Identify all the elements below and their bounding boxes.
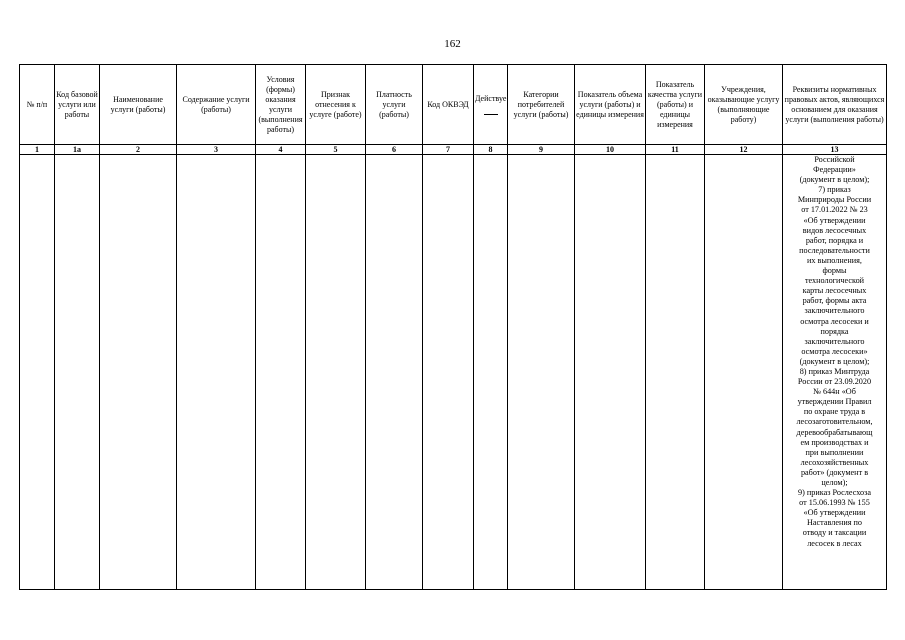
services-registry-table	[19, 64, 887, 590]
legal-act-line: при выполнении	[805, 447, 864, 457]
header-row	[20, 65, 887, 145]
column-number: 13	[783, 145, 887, 155]
legal-act-line: последовательности	[799, 245, 870, 255]
legal-act-line: № 644н «Об	[813, 387, 856, 397]
legal-act-line: лесозаготовительном,	[796, 417, 873, 427]
header-cell-valid-underline	[484, 104, 498, 115]
header-cell-institutions: Учреждения, оказывающие услугу (выполняющие работу)	[705, 65, 783, 145]
column-number: 12	[705, 145, 783, 155]
header-cell-okved: Код ОКВЭД	[423, 65, 474, 145]
legal-act-line: их выполнения,	[807, 255, 862, 265]
header-cell-valid	[474, 65, 508, 145]
header-cell-attribute: Признак отнесения к услуге (работе)	[306, 65, 366, 145]
column-number-row	[20, 145, 887, 155]
column-number: 5	[306, 145, 366, 155]
legal-act-line: порядка	[820, 326, 849, 336]
header-cell-legal-acts: Реквизиты нормативных правовых актов, являющихся основанием для оказания услуги (выполнения работы)	[783, 65, 887, 145]
legal-act-line: отводу и таксации	[802, 528, 867, 538]
header-cell-service-content: Содержание услуги (работы)	[177, 65, 256, 145]
legal-act-line: заключительного	[804, 336, 865, 346]
header-cell-valid-label: Действуе	[475, 94, 507, 103]
legal-act-line: лесосек в лесах	[807, 538, 862, 548]
body-cell	[256, 155, 306, 590]
column-number: 4	[256, 145, 306, 155]
legal-act-line: заключительного	[804, 306, 865, 316]
legal-act-line: формы	[822, 266, 847, 276]
legal-act-line: работ, порядка и	[805, 235, 864, 245]
table-row	[20, 155, 887, 590]
legal-act-line: осмотра лесосеки и	[800, 316, 869, 326]
legal-act-line: по охране труда в	[803, 407, 866, 417]
legal-act-line: деревообрабатывающ	[796, 427, 873, 437]
column-number: 3	[177, 145, 256, 155]
legal-act-line: Российской	[814, 155, 855, 164]
legal-act-line: России от 23.09.2020	[797, 377, 872, 387]
legal-act-line: целом);	[821, 478, 848, 487]
header-cell-volume-indicator: Показатель объема услуги (работы) и единицы измерения	[575, 65, 646, 145]
legal-act-line: (документ в целом);	[799, 356, 870, 366]
legal-act-line: ем производствах и	[800, 437, 869, 447]
column-number: 6	[366, 145, 423, 155]
legal-act-line: от 17.01.2022 № 23	[801, 205, 868, 215]
body-cell	[575, 155, 646, 590]
legal-act-line: технологической	[804, 276, 865, 286]
column-number: 9	[508, 145, 575, 155]
page-number: 162	[444, 38, 461, 50]
legal-act-line: «Об утверждении	[803, 508, 866, 518]
legal-act-line: лесохозяйственных	[800, 457, 869, 467]
body-cell	[646, 155, 705, 590]
column-number: 8	[474, 145, 508, 155]
legal-act-line: работ, формы акта	[802, 296, 867, 306]
column-number: 7	[423, 145, 474, 155]
column-number: 2	[100, 145, 177, 155]
column-number: 1	[20, 145, 55, 155]
column-number: 10	[575, 145, 646, 155]
legal-act-line: осмотра лесосеки»	[801, 346, 868, 356]
legal-act-line: 9) приказ Рослесхоза	[798, 488, 871, 498]
legal-act-line: видов лесосечных	[802, 225, 867, 235]
header-cell-consumers: Категории потребителей услуги (работы)	[508, 65, 575, 145]
column-number: 11	[646, 145, 705, 155]
body-cell	[508, 155, 575, 590]
header-cell-payment: Платность услуги (работы)	[366, 65, 423, 145]
legal-act-line: Минприроды России	[797, 195, 872, 205]
body-cell	[177, 155, 256, 590]
header-cell-number: № п/п	[20, 65, 55, 145]
body-cell	[20, 155, 55, 590]
legal-act-line: утверждении Правил	[797, 397, 872, 407]
body-cell	[705, 155, 783, 590]
column-number: 1а	[55, 145, 100, 155]
legal-act-line: работ» (документ в	[800, 467, 869, 477]
body-cell	[366, 155, 423, 590]
legal-act-line: карты лесосечных	[802, 286, 867, 296]
legal-act-line: 7) приказ	[818, 185, 851, 195]
legal-act-line: Наставления по	[806, 518, 863, 528]
body-cell	[474, 155, 508, 590]
legal-acts-cell	[783, 155, 887, 590]
header-cell-quality-indicator: Показатель качества услуги (работы) и единицы измерения	[646, 65, 705, 145]
body-cell	[306, 155, 366, 590]
header-cell-service-name: Наименование услуги (работы)	[100, 65, 177, 145]
legal-act-line: (документ в целом);	[799, 175, 870, 185]
legal-act-line: «Об утверждении	[803, 215, 866, 225]
header-cell-base-code: Код базовой услуги или работы	[55, 65, 100, 145]
body-cell	[55, 155, 100, 590]
legal-act-line: от 15.06.1993 № 155	[799, 498, 870, 508]
legal-act-line: Федерации»	[813, 165, 856, 175]
legal-act-line: 8) приказ Минтруда	[799, 366, 870, 376]
header-cell-conditions: Условия (формы) оказания услуги (выполнения работы)	[256, 65, 306, 145]
body-cell	[100, 155, 177, 590]
body-cell	[423, 155, 474, 590]
